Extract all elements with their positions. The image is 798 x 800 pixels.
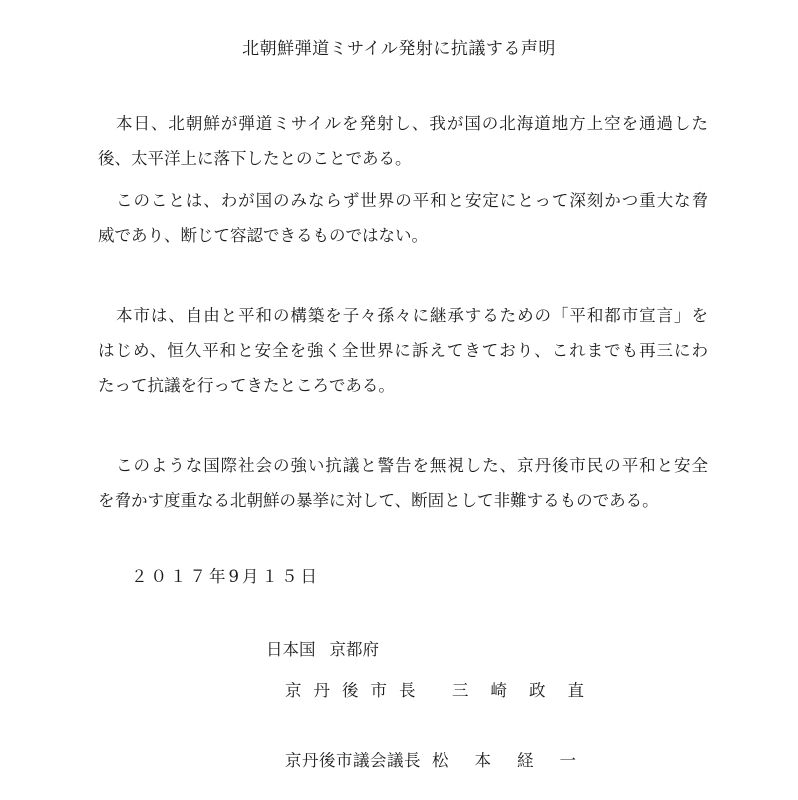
signature-organization bbox=[266, 636, 379, 660]
mayor-name: 三崎政直 bbox=[452, 681, 606, 700]
council-chair-name: 松本経一 bbox=[432, 751, 602, 770]
paragraph-3 bbox=[98, 298, 708, 403]
paragraph-line: たって抗議を行ってきたところである。 bbox=[98, 376, 395, 395]
document-title: 北朝鮮弾道ミサイル発射に抗議する声明 bbox=[242, 39, 556, 59]
paragraph-line: このことは、わが国のみならず世界の平和と安定にとって深刻かつ重大な脅 bbox=[116, 191, 708, 210]
paragraph-line: 本市は、自由と平和の構築を子々孫々に継承するための「平和都市宣言」を bbox=[116, 306, 708, 325]
signature-prefecture: 京都府 bbox=[329, 640, 379, 659]
paragraph-line: を脅かす度重なる北朝鮮の暴挙に対して、断固として非難するものである。 bbox=[98, 491, 659, 510]
paragraph-line: 威であり、断じて容認できるものではない。 bbox=[98, 226, 428, 245]
statement-date: ２０１７年9月１５日 bbox=[131, 567, 320, 586]
paragraph-line: 本日、北朝鮮が弾道ミサイルを発射し、我が国の北海道地方上空を通過した bbox=[116, 114, 708, 133]
paragraph-line: 後、太平洋上に落下したとのことである。 bbox=[98, 149, 412, 168]
paragraph-line: はじめ、恒久平和と安全を強く全世界に訴えてきており、これまでも再三にわ bbox=[98, 341, 708, 360]
paragraph-4 bbox=[98, 448, 708, 518]
paragraph-1 bbox=[98, 106, 708, 176]
paragraph-line: このような国際社会の強い抗議と警告を無視した、京丹後市民の平和と安全 bbox=[116, 456, 708, 475]
signature-country: 日本国 bbox=[266, 640, 316, 659]
mayor-title: 京丹後市長 bbox=[285, 681, 428, 700]
paragraph-2 bbox=[98, 183, 708, 253]
council-chair-title: 京丹後市議会議長 bbox=[285, 751, 421, 770]
